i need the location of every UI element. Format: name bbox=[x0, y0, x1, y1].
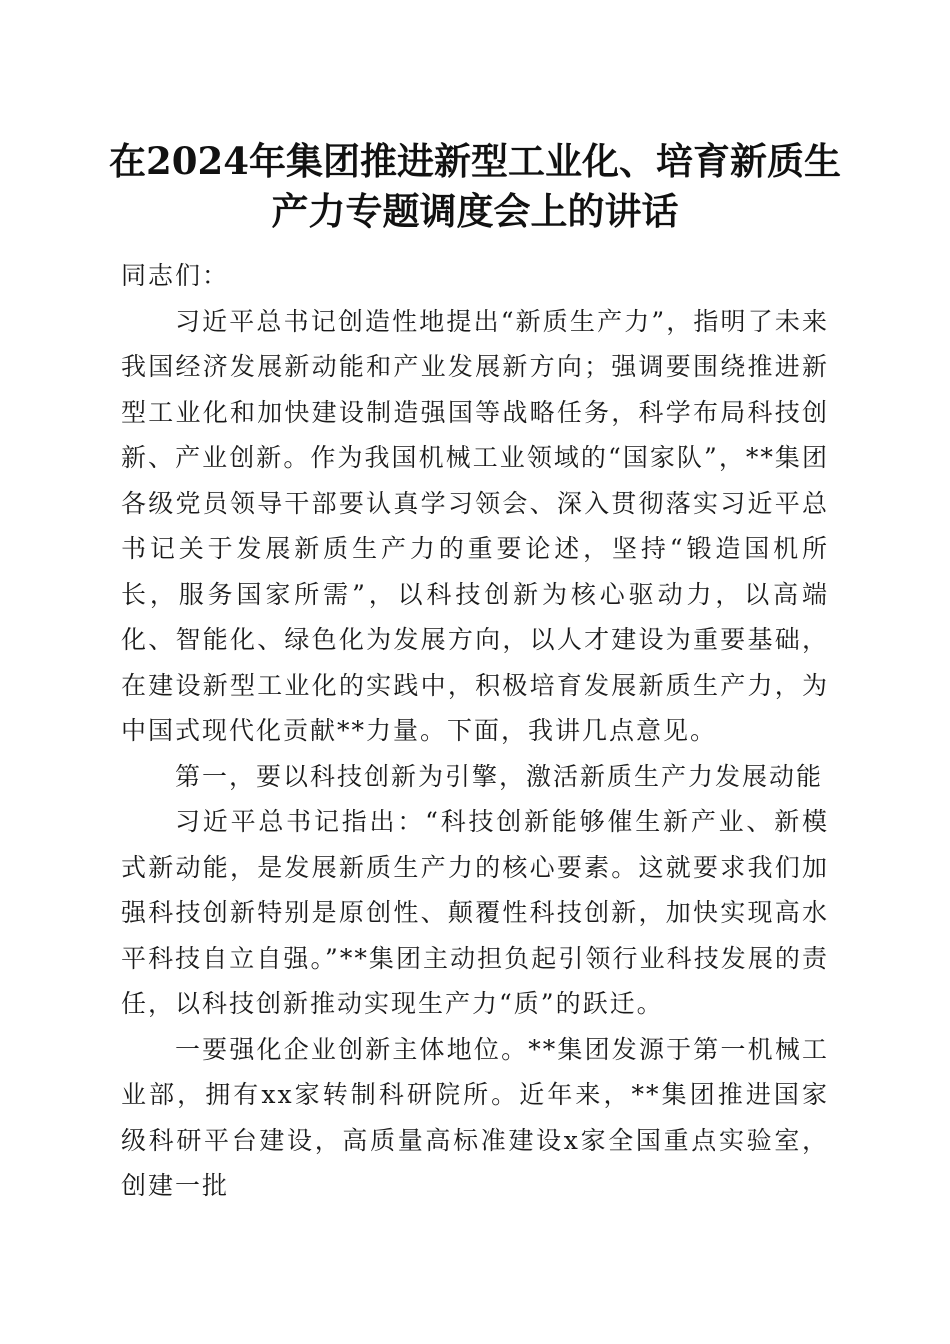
document-title bbox=[100, 136, 850, 236]
title-line-2: 产力专题调度会上的讲话 bbox=[271, 189, 679, 233]
paragraph-point-1: 一要强化企业创新主体地位。**集团发源于第一机械工业部，拥有xx家转制科研院所。近年来，**集团推进国家级科研平台建设，高质量高标准建设x家全国重点实验室，创建一批 bbox=[121, 1034, 829, 1200]
document-body bbox=[121, 253, 829, 1209]
title-line-1: 在2024年集团推进新型工业化、培育新质生 bbox=[109, 139, 841, 183]
paragraph-intro: 习近平总书记创造性地提出“新质生产力”，指明了未来我国经济发展新动能和产业发展新方向；强调要围绕推进新型工业化和加快建设制造强国等战略任务，科学布局科技创新、产业创新。作为我国机械工业领域的“国家队”，**集团各级党员领导干部要认真学习领会、深入贯彻落实习近平总书记关于发展新质生产力的重要论述，坚持“锻造国机所长，服务国家所需”，以科技创新为核心驱动力，以高端化、智能化、绿色化为发展方向，以人才建设为重要基础，在建设新型工业化的实践中，积极培育发展新质生产力，为中国式现代化贡献**力量。下面，我讲几点意见。 bbox=[121, 306, 829, 745]
section-heading-1: 第一，要以科技创新为引擎，激活新质生产力发展动能 bbox=[175, 761, 824, 791]
paragraph-section-1: 习近平总书记指出：“科技创新能够催生新产业、新模式新动能，是发展新质生产力的核心要素。这就要求我们加强科技创新特别是原创性、颠覆性科技创新，加快实现高水平科技自立自强。”**集团主动担负起引领行业科技发展的责任，以科技创新推动实现生产力“质”的跃迁。 bbox=[121, 807, 829, 1018]
salutation: 同志们： bbox=[121, 261, 230, 290]
